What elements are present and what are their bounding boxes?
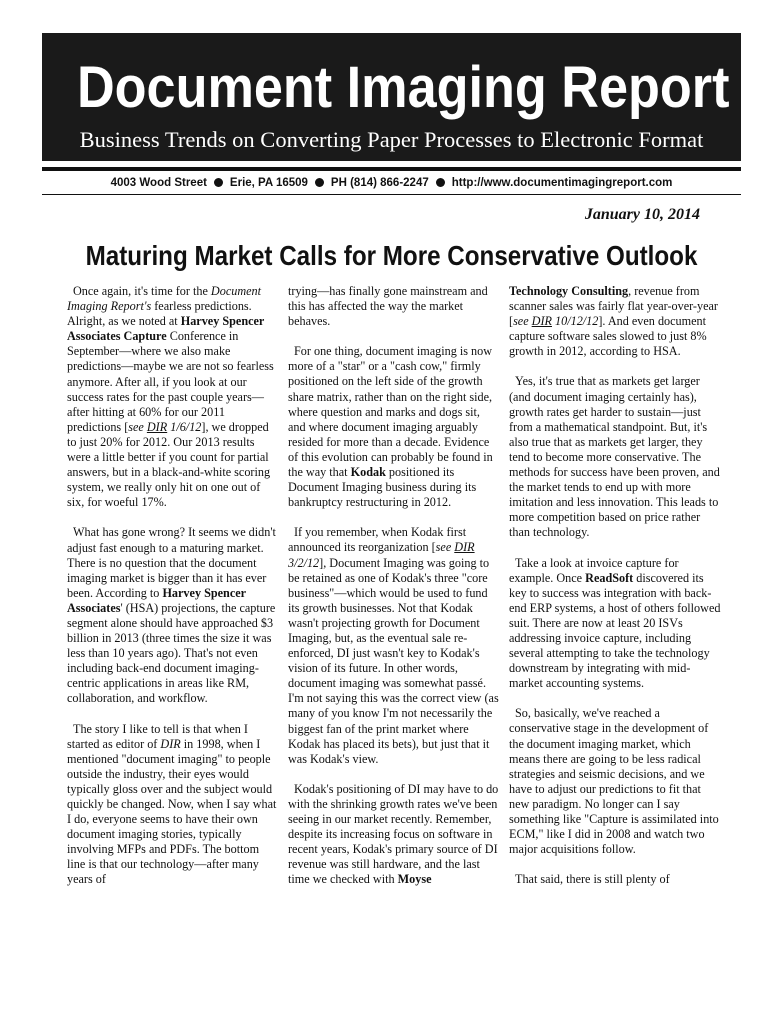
article-column-1	[67, 284, 279, 903]
article-paragraph: trying—has finally gone mainstream and this has affected the way the market behaves.	[288, 284, 488, 329]
bullet-icon	[214, 178, 223, 187]
article-paragraph: If you remember, when Kodak first announced its reorganization [see DIR 3/2/12], Document Imaging was going to be retained as one of Kodak's three "core business"—which would be used to fund its growth businesses. Not that Kodak wasn't projecting growth for Document Imaging, but, as the eventual sale re-enforced, DI just wasn't key to Kodak's vision of its future. In other words, document imaging was somewhat passé. I'm not saying this was the correct view (as many of you know I'm not necessarily the biggest fan of the print market where Kodak has placed its bets), but just that it was Kodak's view.	[288, 525, 499, 766]
article-paragraph: Yes, it's true that as markets get larger (and document imaging certainly has), growth rates get harder to sustain—just from a mathematical standpoint. But, it's also true that as markets get larger, they tend to become more conservative. The methods for success have been proven, and the market tends to end up with more imitation and less innovation. This leads to more competition based on price rather than technology.	[509, 374, 720, 540]
address-phone: PH (814) 866-2247	[330, 177, 429, 189]
address-street: 4003 Wood Street	[110, 177, 207, 189]
address-website[interactable]: http://www.documentimagingreport.com	[451, 177, 673, 189]
header-rule	[42, 167, 741, 171]
article-paragraph: That said, there is still plenty of	[515, 872, 670, 887]
bullet-icon	[315, 178, 324, 187]
article-paragraph: The story I like to tell is that when I started as editor of DIR in 1998, when I mentioned "document imaging" to people outside the industry, their eyes would typically gloss over and the subject would quickly be changed. Now, when I say what I do, everyone seems to have their own document imaging stories, typically involving MFPs and PDFs. The bottom line is that our technology—after many years of	[67, 721, 277, 887]
address-rule	[42, 194, 741, 195]
article-paragraph: Kodak's positioning of DI may have to do with the shrinking growth rates we've been seeing in our market recently. Remember, despite its increasing focus on software in recent years, Kodak's primary source of DI revenue was still hardware, and the last time we checked with Moyse	[288, 781, 499, 887]
article-paragraph: Once again, it's time for the Document Imaging Report's fearless predictions. Alright, as we noted at Harvey Spencer Associates Capture Conference in September—where we also make predictions—maybe we are not so fearless anymore. After all, if you look at our success rates for the past couple years—after hitting at 60% for our 2011 predictions [see DIR 1/6/12], we dropped to just 20% for 2012. Our 2013 results were a little better if you count for partial answers, but in a black-and-white scoring system, we really only hit on one out of six, for woeful 17%.	[67, 284, 274, 510]
article-column-2	[288, 284, 500, 902]
article-paragraph: Technology Consulting, revenue from scanner sales was fairly flat year-over-year [see DIR 10/12/12]. And even document capture software sales slowed to just 8% growth in 2012, according to HSA.	[509, 284, 718, 359]
article-paragraph: What has gone wrong? It seems we didn't adjust fast enough to a maturing market. There is no question that the document imaging market is bigger than it has ever been. According to Harvey Spencer Associates' (HSA) projections, the capture segment alone should have approached $3 billion in 2013 (three times the size it was less than 10 years ago). That's not even including back-end document imaging-centric applications in areas like RM, collaboration, and workflow.	[67, 525, 276, 706]
address-bar	[42, 173, 741, 193]
publication-tagline: Business Trends on Converting Paper Processes to Electronic Format	[79, 127, 704, 152]
article-paragraph: So, basically, we've reached a conservative stage in the development of the document imaging market, which means there are going to be less radical strategies and seismic decisions, and we have to adjust our predictions to fit that new paradigm. No longer can I say something like "Capture is assimilated into ECM," like I did in 2008 and watch two major acquisitions follow.	[509, 706, 719, 857]
article-paragraph: For one thing, document imaging is now more of a "star" or a "cash cow," firmly positioned on the left side of the growth share matrix, rather than on the right side, where question and marks and dogs sit, and where document imaging arguably resided for more than a decade. Evidence of this evolution can probably be found in the way that Kodak positioned its Document Imaging business during its bankruptcy restructuring in 2012.	[288, 344, 493, 510]
publication-title: Document Imaging Report	[76, 55, 730, 120]
article-paragraph: Take a look at invoice capture for example. Once ReadSoft discovered its key to success was integration with back-end ERP systems, a host of others followed suit. There are now at least 20 ISVs addressing invoice capture, including several attempting to take the technology downstream by integrating with mid-market accounting systems.	[509, 555, 721, 691]
issue-date: January 10, 2014	[584, 206, 700, 223]
masthead	[42, 33, 741, 161]
bullet-icon	[436, 178, 445, 187]
article-column-3	[509, 284, 721, 902]
address-city: Erie, PA 16509	[229, 177, 308, 189]
article-headline: Maturing Market Calls for More Conservative Outlook	[85, 240, 698, 271]
